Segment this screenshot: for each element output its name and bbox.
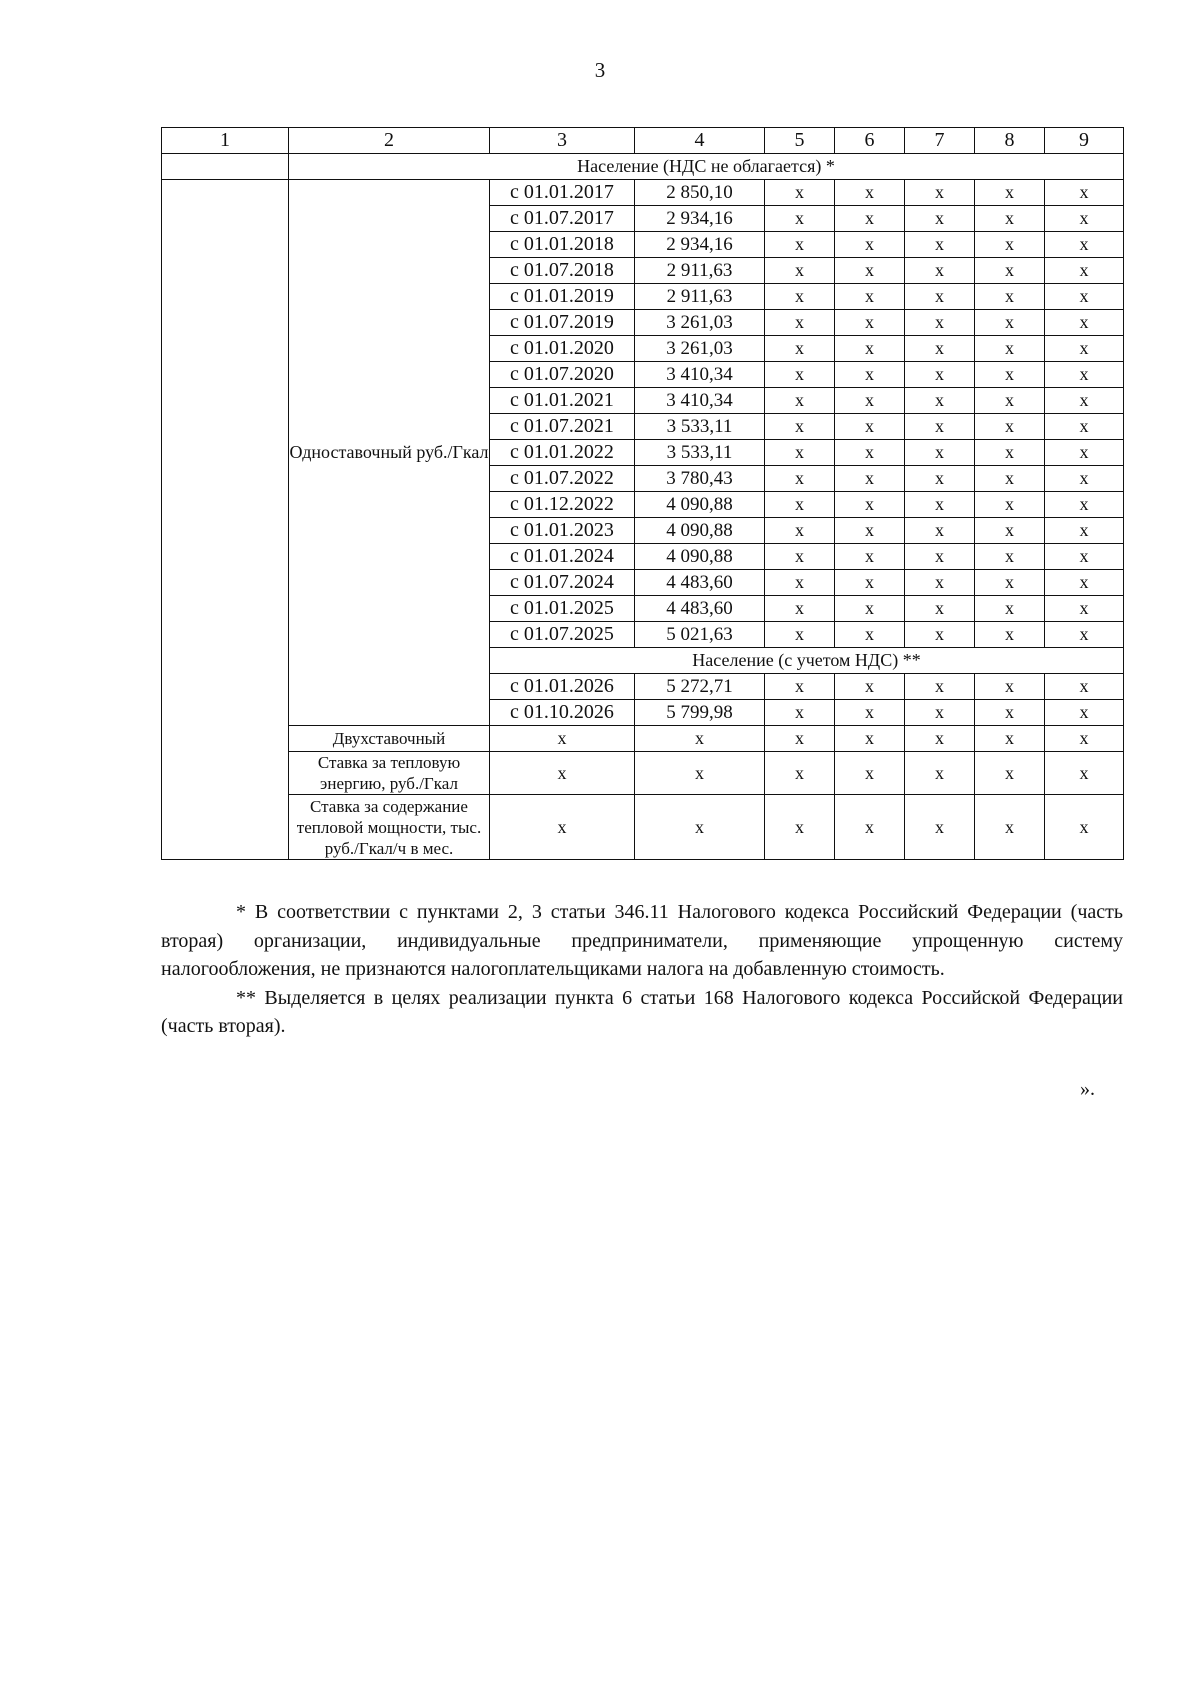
x-cell: x: [975, 284, 1045, 310]
x-cell: x: [975, 544, 1045, 570]
header-cell: 8: [975, 128, 1045, 154]
date-cell: с 01.01.2026: [490, 674, 635, 700]
value-cell: 5 799,98: [635, 700, 765, 726]
x-cell: x: [1045, 440, 1124, 466]
value-cell: 2 934,16: [635, 206, 765, 232]
value-cell: 3 533,11: [635, 414, 765, 440]
footnotes: [161, 898, 1123, 1041]
x-cell: x: [635, 752, 765, 795]
x-cell: x: [975, 518, 1045, 544]
x-cell: x: [905, 518, 975, 544]
value-cell: 3 261,03: [635, 310, 765, 336]
x-cell: x: [905, 752, 975, 795]
x-cell: x: [835, 544, 905, 570]
value-cell: 3 780,43: [635, 466, 765, 492]
x-cell: x: [765, 622, 835, 648]
x-cell: x: [835, 284, 905, 310]
x-cell: x: [905, 492, 975, 518]
footnote-2: ** Выделяется в целях реализации пункта 6 статьи 168 Налогового кодекса Российской Федерации (часть вторая).: [161, 986, 1123, 1037]
closing-quote: ».: [1080, 1078, 1095, 1100]
x-cell: x: [765, 310, 835, 336]
x-cell: x: [905, 440, 975, 466]
x-cell: x: [905, 362, 975, 388]
x-cell: x: [765, 726, 835, 752]
x-cell: x: [765, 518, 835, 544]
table-row: [162, 752, 1124, 795]
x-cell: x: [905, 206, 975, 232]
table-row: [162, 180, 1124, 206]
x-cell: x: [1045, 232, 1124, 258]
x-cell: x: [765, 180, 835, 206]
date-cell: с 01.07.2020: [490, 362, 635, 388]
header-cell: 7: [905, 128, 975, 154]
x-cell: x: [975, 466, 1045, 492]
x-cell: x: [835, 388, 905, 414]
section-row: [162, 154, 1124, 180]
empty-cell: [162, 180, 289, 860]
x-cell: x: [835, 622, 905, 648]
tariff-table: [161, 127, 1124, 860]
x-cell: x: [975, 180, 1045, 206]
x-cell: x: [905, 258, 975, 284]
x-cell: x: [835, 674, 905, 700]
x-cell: x: [1045, 570, 1124, 596]
x-cell: x: [905, 284, 975, 310]
page-number: 3: [594, 58, 606, 82]
date-cell: с 01.01.2017: [490, 180, 635, 206]
capacity-rate-label: Ставка за содержание тепловой мощности, тыс. руб./Гкал/ч в мес.: [289, 795, 490, 860]
x-cell: x: [975, 596, 1045, 622]
date-cell: с 01.01.2018: [490, 232, 635, 258]
x-cell: x: [905, 726, 975, 752]
date-cell: с 01.07.2025: [490, 622, 635, 648]
x-cell: x: [835, 518, 905, 544]
x-cell: x: [765, 336, 835, 362]
x-cell: x: [835, 440, 905, 466]
date-cell: с 01.07.2024: [490, 570, 635, 596]
date-cell: с 01.01.2022: [490, 440, 635, 466]
x-cell: x: [490, 752, 635, 795]
value-cell: 4 483,60: [635, 596, 765, 622]
date-cell: с 01.07.2021: [490, 414, 635, 440]
x-cell: x: [835, 232, 905, 258]
table-row: [162, 726, 1124, 752]
x-cell: x: [975, 726, 1045, 752]
x-cell: x: [835, 752, 905, 795]
x-cell: x: [975, 414, 1045, 440]
value-cell: 4 090,88: [635, 544, 765, 570]
date-cell: с 01.01.2024: [490, 544, 635, 570]
x-cell: x: [1045, 466, 1124, 492]
x-cell: x: [765, 544, 835, 570]
date-cell: с 01.01.2021: [490, 388, 635, 414]
x-cell: x: [905, 596, 975, 622]
x-cell: x: [905, 700, 975, 726]
empty-cell: [162, 154, 289, 180]
x-cell: x: [975, 388, 1045, 414]
x-cell: x: [975, 206, 1045, 232]
x-cell: x: [765, 362, 835, 388]
value-cell: 2 934,16: [635, 232, 765, 258]
x-cell: x: [765, 596, 835, 622]
single-rate-label: Одноставочный руб./Гкал: [289, 180, 490, 726]
x-cell: x: [490, 726, 635, 752]
x-cell: x: [1045, 180, 1124, 206]
value-cell: 4 090,88: [635, 492, 765, 518]
x-cell: x: [1045, 518, 1124, 544]
value-cell: 5 272,71: [635, 674, 765, 700]
header-cell: 9: [1045, 128, 1124, 154]
x-cell: x: [905, 310, 975, 336]
x-cell: x: [765, 700, 835, 726]
header-cell: 1: [162, 128, 289, 154]
x-cell: x: [1045, 544, 1124, 570]
x-cell: x: [975, 622, 1045, 648]
x-cell: x: [765, 795, 835, 860]
x-cell: x: [1045, 310, 1124, 336]
x-cell: x: [975, 310, 1045, 336]
header-cell: 3: [490, 128, 635, 154]
x-cell: x: [975, 232, 1045, 258]
value-cell: 4 483,60: [635, 570, 765, 596]
x-cell: x: [905, 336, 975, 362]
table-row: [162, 795, 1124, 860]
x-cell: x: [1045, 674, 1124, 700]
x-cell: x: [1045, 622, 1124, 648]
x-cell: x: [835, 362, 905, 388]
x-cell: x: [905, 180, 975, 206]
x-cell: x: [835, 726, 905, 752]
x-cell: x: [1045, 795, 1124, 860]
x-cell: x: [1045, 258, 1124, 284]
x-cell: x: [905, 795, 975, 860]
x-cell: x: [765, 752, 835, 795]
x-cell: x: [975, 570, 1045, 596]
x-cell: x: [975, 795, 1045, 860]
x-cell: x: [975, 440, 1045, 466]
x-cell: x: [905, 466, 975, 492]
x-cell: x: [1045, 752, 1124, 795]
x-cell: x: [905, 544, 975, 570]
value-cell: 3 410,34: [635, 362, 765, 388]
x-cell: x: [765, 232, 835, 258]
x-cell: x: [765, 388, 835, 414]
x-cell: x: [835, 466, 905, 492]
x-cell: x: [835, 310, 905, 336]
value-cell: 2 911,63: [635, 284, 765, 310]
x-cell: x: [835, 700, 905, 726]
x-cell: x: [905, 388, 975, 414]
x-cell: x: [905, 622, 975, 648]
x-cell: x: [975, 336, 1045, 362]
x-cell: x: [835, 570, 905, 596]
x-cell: x: [975, 700, 1045, 726]
value-cell: 4 090,88: [635, 518, 765, 544]
section-title-untaxed: Население (НДС не облагается) *: [289, 154, 1124, 180]
header-cell: 4: [635, 128, 765, 154]
x-cell: x: [835, 596, 905, 622]
x-cell: x: [975, 258, 1045, 284]
x-cell: x: [905, 570, 975, 596]
x-cell: x: [975, 752, 1045, 795]
x-cell: x: [490, 795, 635, 860]
header-cell: 2: [289, 128, 490, 154]
x-cell: x: [1045, 362, 1124, 388]
x-cell: x: [835, 492, 905, 518]
x-cell: x: [975, 674, 1045, 700]
value-cell: 2 911,63: [635, 258, 765, 284]
date-cell: с 01.12.2022: [490, 492, 635, 518]
x-cell: x: [635, 726, 765, 752]
date-cell: с 01.01.2023: [490, 518, 635, 544]
x-cell: x: [835, 414, 905, 440]
value-cell: 3 261,03: [635, 336, 765, 362]
x-cell: x: [765, 570, 835, 596]
date-cell: с 01.01.2020: [490, 336, 635, 362]
x-cell: x: [765, 414, 835, 440]
date-cell: с 01.10.2026: [490, 700, 635, 726]
x-cell: x: [835, 258, 905, 284]
value-cell: 3 410,34: [635, 388, 765, 414]
x-cell: x: [1045, 284, 1124, 310]
x-cell: x: [765, 258, 835, 284]
date-cell: с 01.01.2019: [490, 284, 635, 310]
x-cell: x: [635, 795, 765, 860]
x-cell: x: [835, 206, 905, 232]
date-cell: с 01.07.2017: [490, 206, 635, 232]
x-cell: x: [835, 795, 905, 860]
x-cell: x: [765, 674, 835, 700]
x-cell: x: [905, 232, 975, 258]
section-title-taxed: Население (с учетом НДС) **: [490, 648, 1124, 674]
x-cell: x: [1045, 596, 1124, 622]
x-cell: x: [765, 206, 835, 232]
x-cell: x: [1045, 726, 1124, 752]
two-rate-label: Двухставочный: [289, 726, 490, 752]
x-cell: x: [765, 492, 835, 518]
x-cell: x: [765, 284, 835, 310]
x-cell: x: [1045, 206, 1124, 232]
x-cell: x: [975, 492, 1045, 518]
footnote-1: * В соответствии с пунктами 2, 3 статьи 346.11 Налогового кодекса Российский Федерации (часть вторая) организации, индивидуальные предприниматели, применяющие упрощенную систему налогообложения, не признаются налогоплательщиками налога на добавленную стоимость.: [161, 901, 1123, 980]
value-cell: 5 021,63: [635, 622, 765, 648]
header-cell: 6: [835, 128, 905, 154]
x-cell: x: [1045, 700, 1124, 726]
x-cell: x: [1045, 414, 1124, 440]
header-cell: 5: [765, 128, 835, 154]
value-cell: 2 850,10: [635, 180, 765, 206]
x-cell: x: [1045, 336, 1124, 362]
x-cell: x: [905, 414, 975, 440]
date-cell: с 01.07.2018: [490, 258, 635, 284]
energy-rate-label: Ставка за тепловую энергию, руб./Гкал: [289, 752, 490, 795]
date-cell: с 01.01.2025: [490, 596, 635, 622]
date-cell: с 01.07.2019: [490, 310, 635, 336]
x-cell: x: [905, 674, 975, 700]
date-cell: с 01.07.2022: [490, 466, 635, 492]
x-cell: x: [765, 466, 835, 492]
x-cell: x: [1045, 388, 1124, 414]
x-cell: x: [975, 362, 1045, 388]
header-row: [162, 128, 1124, 154]
x-cell: x: [1045, 492, 1124, 518]
x-cell: x: [765, 440, 835, 466]
x-cell: x: [835, 180, 905, 206]
value-cell: 3 533,11: [635, 440, 765, 466]
x-cell: x: [835, 336, 905, 362]
